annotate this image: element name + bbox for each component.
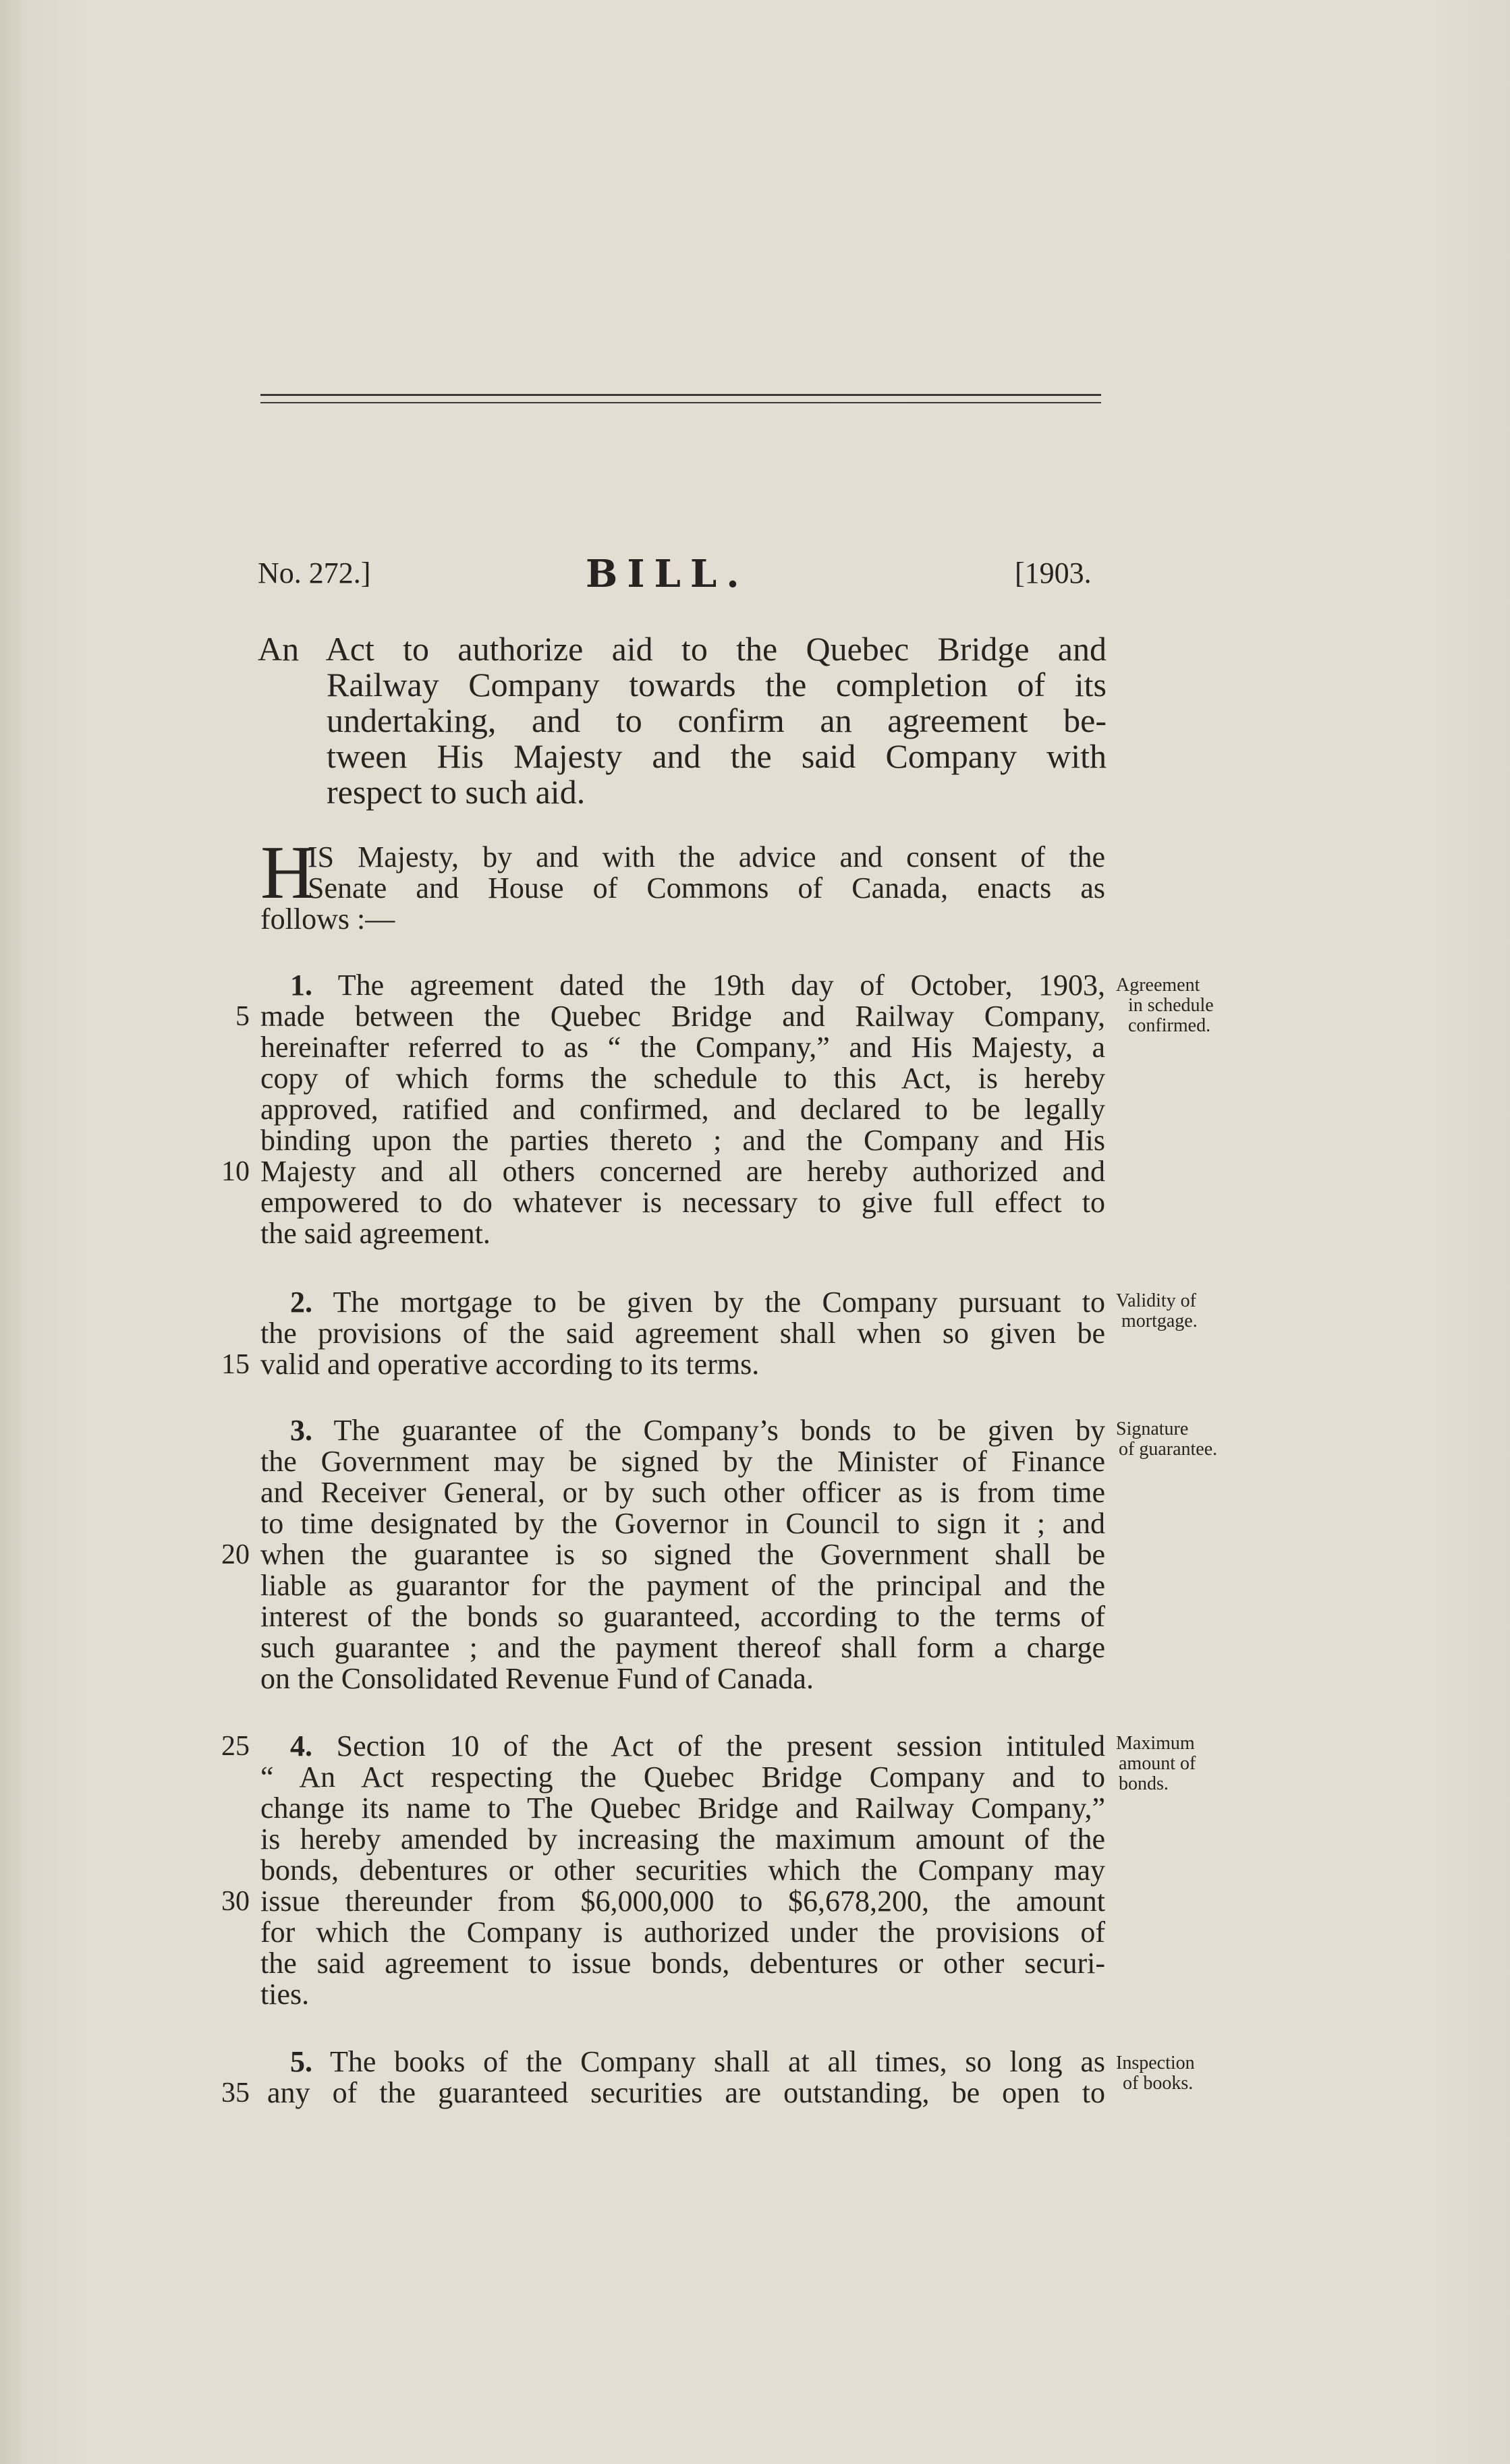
margin-note-line: in schedule xyxy=(1128,995,1214,1016)
section-1-line: hereinafter referred to as “ the Company,” and His Majesty, a xyxy=(260,1031,1105,1064)
margin-note-section-3 xyxy=(1116,1419,1264,1460)
margin-note-line: Maximum xyxy=(1116,1733,1195,1754)
section-3-number: 3. xyxy=(290,1414,312,1447)
preamble-line: follows :— xyxy=(260,902,395,936)
section-4-line: is hereby amended by increasing the maximum amount of the xyxy=(260,1823,1105,1856)
section-2-line: valid and operative according to its terms. xyxy=(260,1348,760,1381)
preamble-drop-cap: H xyxy=(260,831,315,915)
section-4-line: ties. xyxy=(260,1978,310,2011)
section-5-number: 5. xyxy=(290,2045,312,2078)
section-4-line: bonds, debentures or other securities which the Company may xyxy=(260,1854,1105,1887)
section-3-line: and Receiver General, or by such other officer as is from time xyxy=(260,1476,1105,1509)
section-5-line: any of the guaranteed securities are outstanding, be open to xyxy=(267,2076,1105,2109)
section-4-line: for which the Company is authorized under the provisions of xyxy=(260,1916,1105,1949)
section-4-text: Section 10 of the Act of the present session intituled xyxy=(336,1729,1106,1763)
long-title-line: tween His Majesty and the said Company with xyxy=(327,737,1107,775)
top-rule-thin xyxy=(260,402,1101,403)
margin-note-line: Agreement xyxy=(1116,975,1200,996)
long-title xyxy=(258,631,1107,810)
margin-note-line: Inspection xyxy=(1116,2053,1195,2073)
section-3-line: liable as guarantor for the payment of the principal and the xyxy=(260,1569,1105,1602)
section-2-text: The mortgage to be given by the Company pursuant to xyxy=(333,1286,1105,1319)
section-1-line: the said agreement. xyxy=(260,1217,491,1250)
section-3-first-line xyxy=(290,1415,1105,1446)
section-1-number: 1. xyxy=(290,969,312,1002)
margin-note-line: confirmed. xyxy=(1128,1015,1211,1036)
section-3-line: to time designated by the Governor in Council to sign it ; and xyxy=(260,1507,1105,1540)
section-2-line: the provisions of the said agreement shall when so given be xyxy=(260,1317,1105,1350)
long-title-line: undertaking, and to confirm an agreement be- xyxy=(327,701,1107,739)
long-title-line: Railway Company towards the completion of its xyxy=(327,666,1107,704)
long-title-line: respect to such aid. xyxy=(327,773,586,811)
section-4-line: “ An Act respecting the Quebec Bridge Company and to xyxy=(260,1760,1105,1794)
section-1-line: Majesty and all others concerned are hereby authorized and xyxy=(260,1155,1105,1188)
section-1-text: The agreement dated the 19th day of October, 1903, xyxy=(337,969,1105,1002)
section-3-line: interest of the bonds so guaranteed, according to the terms of xyxy=(260,1600,1105,1633)
margin-note-line: bonds. xyxy=(1119,1773,1169,1794)
margin-note-line: of guarantee. xyxy=(1119,1439,1218,1460)
line-number: 30 xyxy=(221,1886,250,1917)
section-2-first-line xyxy=(290,1287,1105,1318)
section-1-line: approved, ratified and confirmed, and declared to be legally xyxy=(260,1093,1105,1126)
line-number: 15 xyxy=(221,1349,250,1380)
bill-title: BILL. xyxy=(586,552,749,596)
margin-note-section-4 xyxy=(1116,1734,1264,1794)
section-3-line: on the Consolidated Revenue Fund of Canada. xyxy=(260,1662,814,1695)
section-3-line: when the guarantee is so signed the Government shall be xyxy=(260,1538,1105,1571)
margin-note-line: amount of xyxy=(1119,1753,1196,1774)
bill-number: No. 272.] xyxy=(258,556,371,590)
section-4-line: issue thereunder from $6,000,000 to $6,678,200, the amount xyxy=(260,1885,1105,1918)
margin-note-section-2 xyxy=(1116,1291,1264,1331)
section-5-text: The books of the Company shall at all times, so long as xyxy=(330,2045,1105,2078)
section-1-line: copy of which forms the schedule to this Act, is hereby xyxy=(260,1062,1105,1095)
section-3-line: the Government may be signed by the Minister of Finance xyxy=(260,1445,1105,1478)
bill-year: [1903. xyxy=(1015,556,1092,590)
margin-note-line: mortgage. xyxy=(1121,1311,1198,1331)
line-number: 5 xyxy=(235,1001,250,1032)
section-1-line: empowered to do whatever is necessary to give full effect to xyxy=(260,1186,1105,1219)
line-number: 10 xyxy=(221,1156,250,1187)
line-number: 35 xyxy=(221,2078,250,2109)
line-number: 20 xyxy=(221,1539,250,1570)
section-4-number: 4. xyxy=(290,1729,312,1763)
preamble-line: IS Majesty, by and with the advice and consent of the xyxy=(308,840,1105,873)
margin-note-line: Validity of xyxy=(1116,1290,1196,1311)
margin-note-line: of books. xyxy=(1123,2073,1194,2094)
section-4-line: the said agreement to issue bonds, debentures or other securi- xyxy=(260,1947,1105,1980)
section-4-first-line xyxy=(290,1731,1105,1762)
margin-note-line: Signature xyxy=(1116,1419,1189,1439)
top-rule-thick xyxy=(260,394,1101,396)
long-title-line: An Act to authorize aid to the Quebec Bridge and xyxy=(258,630,1107,668)
line-number: 25 xyxy=(221,1731,250,1762)
section-1-first-line xyxy=(290,970,1105,1001)
section-2-number: 2. xyxy=(290,1286,312,1319)
preamble-line: Senate and House of Commons of Canada, enacts as xyxy=(308,871,1105,905)
section-4-line: change its name to The Quebec Bridge and Railway Company,” xyxy=(260,1792,1105,1825)
section-1-line: made between the Quebec Bridge and Railway Company, xyxy=(260,1000,1105,1033)
section-3-line: such guarantee ; and the payment thereof shall form a charge xyxy=(260,1631,1105,1664)
section-3-text: The guarantee of the Company’s bonds to be given by xyxy=(333,1414,1105,1447)
margin-note-section-1 xyxy=(1116,975,1264,1036)
section-5-first-line xyxy=(290,2046,1105,2078)
section-1-line: binding upon the parties thereto ; and the Company and His xyxy=(260,1124,1105,1157)
margin-note-section-5 xyxy=(1116,2053,1264,2094)
